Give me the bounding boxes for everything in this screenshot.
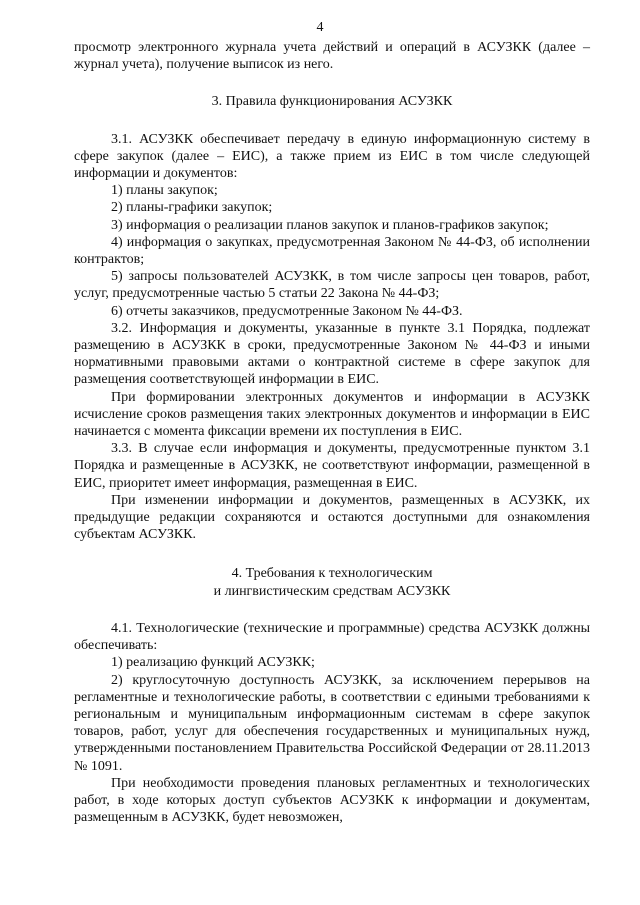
list-item-customer-reports: 6) отчеты заказчиков, предусмотренные Законом № 44-ФЗ.: [111, 303, 463, 319]
section-heading-4-line2: и лингвистическим средствам АСУЗКК: [213, 583, 451, 599]
list-item-schedules: 2) планы-графики закупок;: [111, 200, 273, 216]
paragraph-journal-view: просмотр электронного журнала учета действий и операций в АСУЗКК (далее – журнал учета), получение выписок из него.: [74, 40, 590, 73]
paragraph-revisions: При изменении информации и документов, размещенных в АСУЗКК, их предыдущие редакции сохраняются и остаются доступными для ознакомления субъектам АСУЗКК.: [74, 492, 590, 543]
paragraph-4-1: 4.1. Технологические (технические и программные) средства АСУЗКК должны обеспечивать:: [74, 620, 590, 654]
paragraph-3-1: 3.1. АСУЗКК обеспечивает передачу в единую информационную систему в сфере закупок (далее – ЕИС), а также прием из ЕИС в том числе следующей информации и документов:: [74, 131, 590, 182]
paragraph-3-3: 3.3. В случае если информация и документы, предусмотренные пунктом 3.1 Порядка и размещенные в АСУЗКК, не соответствуют информации, размещенной в ЕИС, приоритет имеет информация, размещенная в ЕИС.: [74, 441, 590, 491]
list-item-functions: 1) реализацию функций АСУЗКК;: [111, 655, 315, 671]
list-item-plan-implementation: 3) информация о реализации планов закупок и планов-графиков закупок;: [111, 217, 549, 233]
paragraph-deadlines: При формировании электронных документов и информации в АСУЗКК исчисление сроков размещения таких электронных документов и информации в ЕИС начинается с момента фиксации времени их поступления в ЕИС.: [74, 389, 590, 440]
paragraph-3-2: 3.2. Информация и документы, указанные в пункте 3.1 Порядка, подлежат размещению в АСУЗКК в сроки, предусмотренные Законом № 44-ФЗ и иными нормативными правовыми актами о контрактной системе в сфере закупок для размещения соответствующей информации в ЕИС.: [74, 320, 590, 388]
page-number: 4: [316, 20, 324, 35]
section-heading-3: 3. Правила функционирования АСУЗКК: [211, 94, 453, 110]
section-heading-4-line1: 4. Требования к технологическим: [231, 566, 433, 582]
list-item-procurement-info: 4) информация о закупках, предусмотренная Законом № 44-ФЗ, об исполнении контрактов;: [74, 234, 590, 268]
list-item-availability: 2) круглосуточную доступность АСУЗКК, за исключением перерывов на регламентные и технологические работы, в соответствии с едиными требованиями к региональным и муниципальным информационным системам в сфере закупок товаров, работ, услуг для обеспечения государственных и муниципальных нужд, утвержденными постановлением Правительства Российской Федерации от 28.11.2013 № 1091.: [74, 672, 590, 774]
list-item-user-requests: 5) запросы пользователей АСУЗКК, в том числе запросы цен товаров, работ, услуг, предусмотренные частью 5 статьи 22 Закона № 44-ФЗ;: [74, 269, 590, 302]
document-body: [74, 39, 590, 826]
list-item-plans: 1) планы закупок;: [111, 183, 218, 199]
paragraph-maintenance: При необходимости проведения плановых регламентных и технологических работ, в ходе которых доступ субъектов АСУЗКК к информации и документам, размещенным в АСУЗКК, будет невозможен,: [74, 775, 590, 826]
